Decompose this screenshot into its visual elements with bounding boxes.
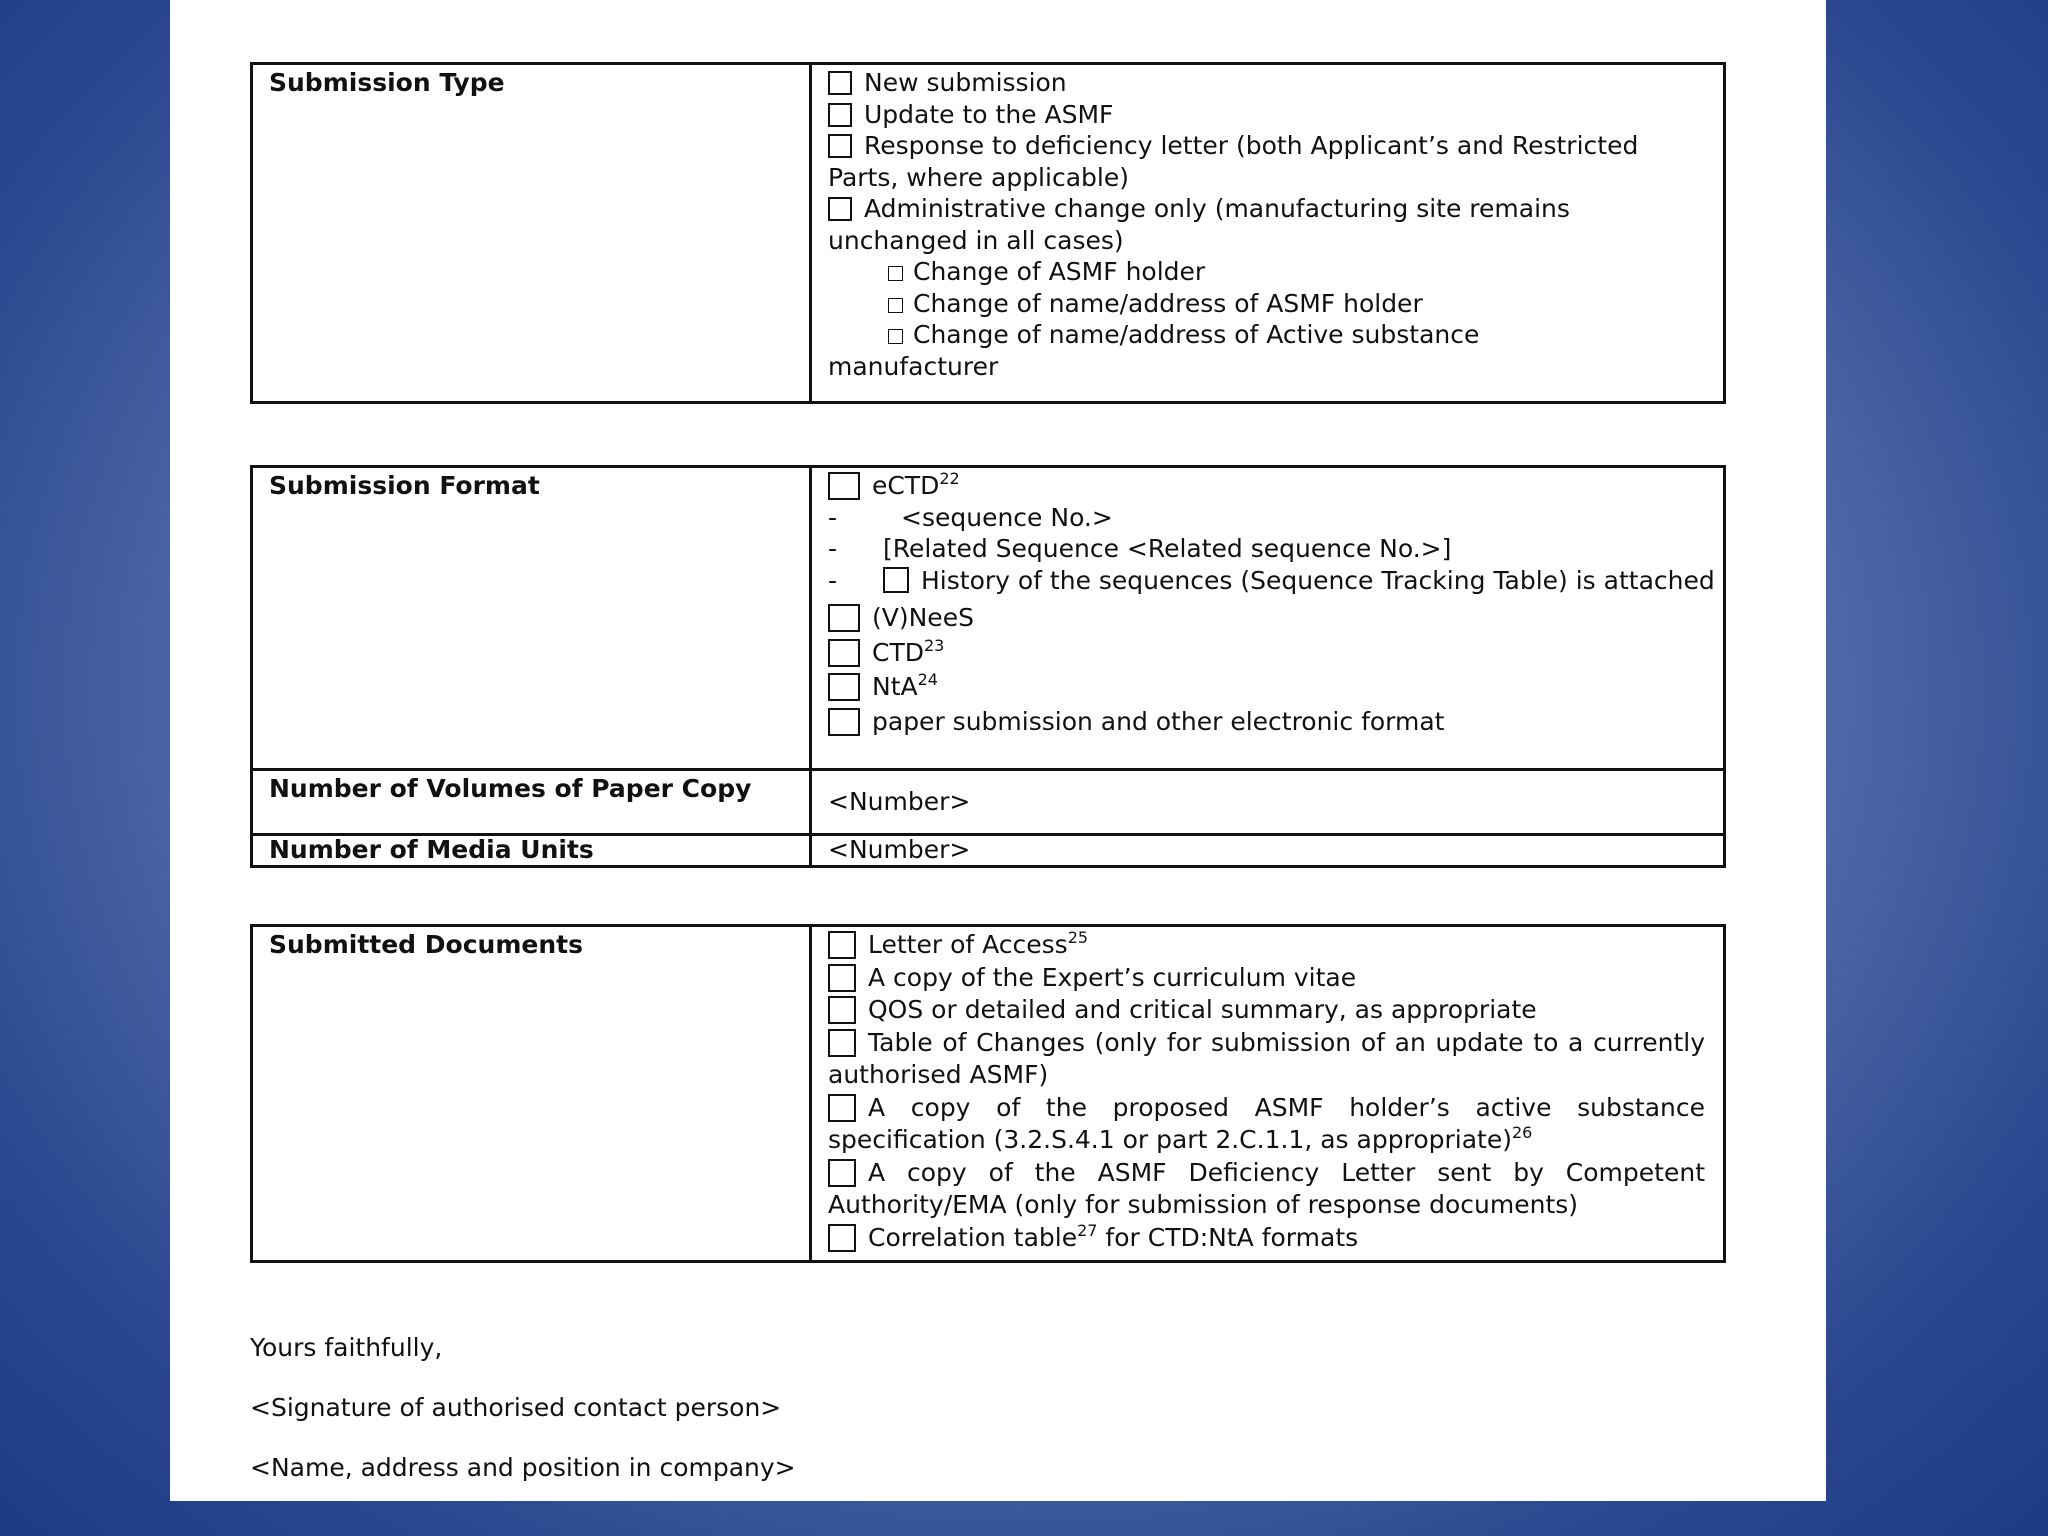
submitted-documents-label: Submitted Documents bbox=[252, 926, 811, 1262]
suboption-change-manufacturer-address[interactable]: Change of name/address of Active substance manufacturer bbox=[828, 320, 1480, 381]
checkbox[interactable] bbox=[828, 964, 856, 992]
doc-spec-copy[interactable]: A copy of the proposed ASMF holder’s active substance specification (3.2.S.4.1 or part 2.C.1.1, as appropriate)$^{26}$ bbox=[828, 1092, 1705, 1154]
media-units-label: Number of Media Units bbox=[252, 835, 811, 867]
closing-name-line: <Name, address and position in company> bbox=[250, 1453, 796, 1482]
doc-letter-of-access[interactable]: Letter of Access$^{25}$ bbox=[828, 929, 1705, 962]
checkbox[interactable] bbox=[828, 103, 852, 127]
submitted-documents-options bbox=[811, 926, 1725, 1262]
doc-deficiency-letter[interactable]: A copy of the ASMF Deficiency Letter sent by Competent Authority/EMA (only for submission of response documents) bbox=[828, 1157, 1705, 1219]
checkbox[interactable] bbox=[828, 639, 860, 667]
checkbox[interactable] bbox=[828, 134, 852, 158]
option-nta[interactable]: NtA$^{24}$ bbox=[828, 671, 1705, 703]
option-vnees[interactable]: (V)NeeS bbox=[828, 602, 1705, 634]
checkbox[interactable] bbox=[828, 1224, 856, 1252]
closing-salutation: Yours faithfully, bbox=[250, 1333, 443, 1362]
option-administrative-change[interactable]: Administrative change only (manufacturing site remains unchanged in all cases) bbox=[828, 194, 1570, 255]
submission-format-table bbox=[250, 465, 1726, 868]
checkbox[interactable] bbox=[828, 996, 856, 1024]
media-units-value[interactable]: <Number> bbox=[811, 835, 1725, 867]
option-ctd[interactable]: CTD$^{23}$ bbox=[828, 637, 1705, 669]
checkbox[interactable] bbox=[828, 1159, 856, 1187]
volumes-value[interactable]: <Number> bbox=[811, 770, 1725, 835]
option-response-deficiency[interactable]: Response to deficiency letter (both Applicant’s and Restricted Parts, where applicable) bbox=[828, 131, 1639, 192]
option-ectd[interactable]: eCTD$^{22}$ bbox=[828, 470, 1705, 502]
doc-expert-cv[interactable]: A copy of the Expert’s curriculum vitae bbox=[828, 962, 1705, 995]
doc-correlation-table[interactable]: Correlation table$^{27}$ for CTD:NtA formats bbox=[828, 1222, 1705, 1255]
submission-type-table bbox=[250, 62, 1726, 404]
closing-signature: <Signature of authorised contact person> bbox=[250, 1393, 782, 1422]
small-checkbox[interactable] bbox=[888, 266, 903, 281]
small-checkbox[interactable] bbox=[888, 329, 903, 344]
submission-type-label: Submission Type bbox=[252, 64, 811, 403]
submission-format-label: Submission Format bbox=[252, 467, 811, 770]
ectd-history[interactable]: - History of the sequences (Sequence Tracking Table) is attached bbox=[828, 565, 1715, 595]
checkbox[interactable] bbox=[828, 71, 852, 95]
checkbox[interactable] bbox=[828, 1094, 856, 1122]
ectd-sequence-no: - <sequence No.> bbox=[828, 502, 1113, 532]
document-page bbox=[170, 0, 1826, 1501]
ectd-related-sequence: - [Related Sequence <Related sequence No.>] bbox=[828, 534, 1452, 563]
suboption-change-holder-address[interactable]: Change of name/address of ASMF holder bbox=[828, 288, 1705, 320]
doc-table-of-changes[interactable]: Table of Changes (only for submission of an update to a currently authorised ASMF) bbox=[828, 1027, 1705, 1089]
checkbox[interactable] bbox=[828, 197, 852, 221]
checkbox[interactable] bbox=[828, 673, 860, 701]
option-paper[interactable]: paper submission and other electronic format bbox=[828, 706, 1705, 738]
checkbox[interactable] bbox=[828, 931, 856, 959]
option-new-submission[interactable]: New submission bbox=[828, 67, 1705, 99]
small-checkbox[interactable] bbox=[888, 298, 903, 313]
submitted-documents-table bbox=[250, 924, 1726, 1263]
submission-format-options bbox=[811, 467, 1725, 770]
checkbox[interactable] bbox=[828, 708, 860, 736]
suboption-change-holder[interactable]: Change of ASMF holder bbox=[828, 256, 1705, 288]
option-update-asmf[interactable]: Update to the ASMF bbox=[828, 99, 1705, 131]
checkbox[interactable] bbox=[828, 1029, 856, 1057]
submission-type-options bbox=[811, 64, 1725, 403]
volumes-label: Number of Volumes of Paper Copy bbox=[252, 770, 811, 835]
checkbox[interactable] bbox=[883, 567, 909, 593]
doc-qos[interactable]: QOS or detailed and critical summary, as appropriate bbox=[828, 994, 1705, 1027]
checkbox[interactable] bbox=[828, 472, 860, 500]
checkbox[interactable] bbox=[828, 604, 860, 632]
